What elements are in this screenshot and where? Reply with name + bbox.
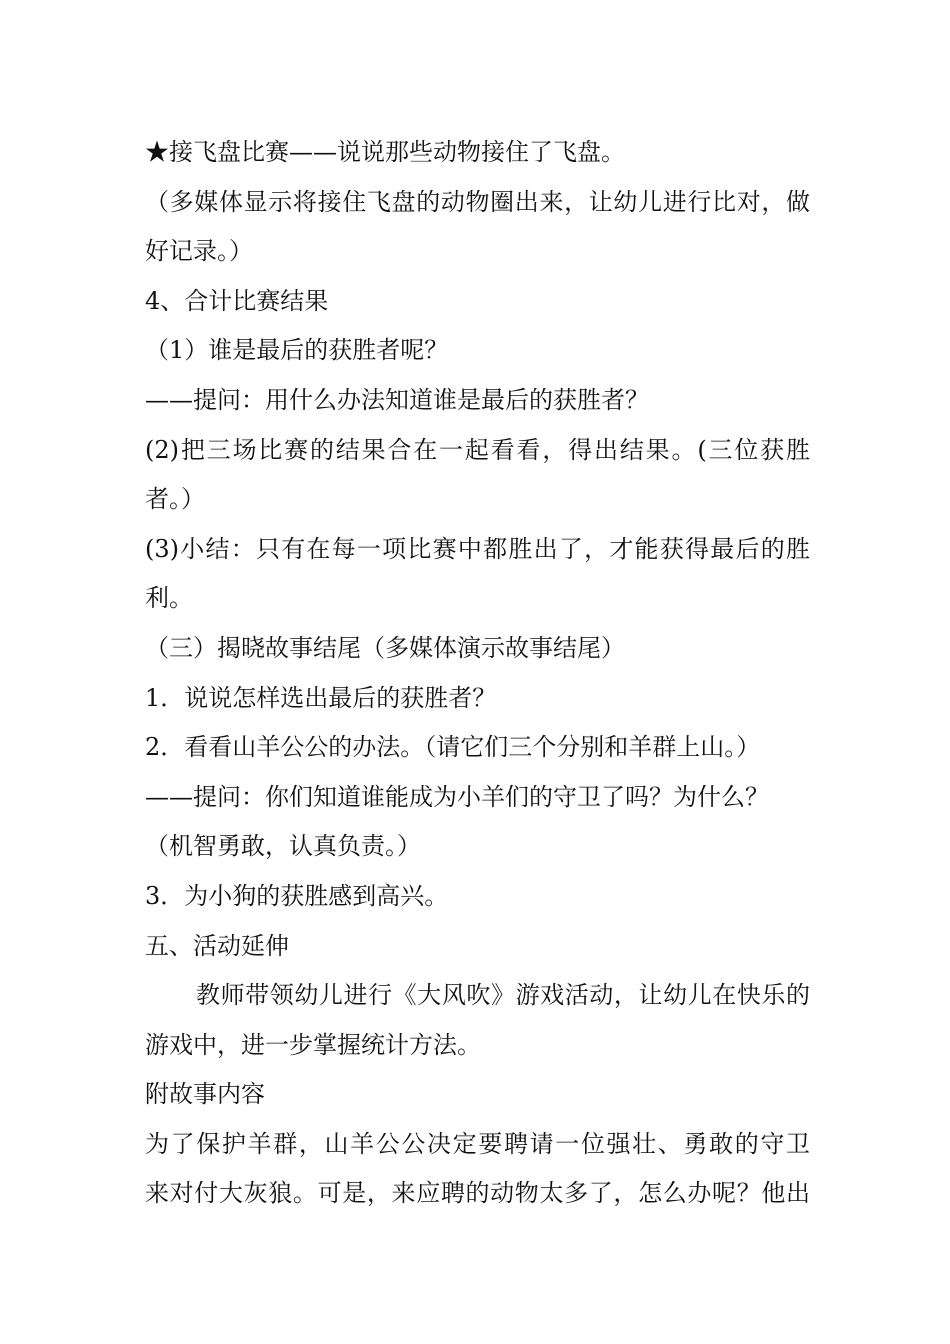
text-line: （机智勇敢，认真负责。） xyxy=(145,832,421,861)
text-line: ——提问：你们知道谁能成为小羊们的守卫了吗？为什么？ xyxy=(145,782,769,811)
section-heading: 五、活动延伸 xyxy=(145,931,289,960)
text-line: (3)小结：只有在每一项比赛中都胜出了，才能获得最后的胜 xyxy=(145,534,810,563)
section-heading: 4、合计比赛结果 xyxy=(145,286,329,315)
text-line: （多媒体显示将接住飞盘的动物圈出来，让幼儿进行比对，做 xyxy=(145,187,810,216)
text-line: (2)把三场比赛的结果合在一起看看，得出结果。(三位获胜 xyxy=(145,435,810,464)
text-line: 为了保护羊群，山羊公公决定要聘请一位强壮、勇敢的守卫 xyxy=(145,1129,810,1158)
text-line: 游戏中，进一步掌握统计方法。 xyxy=(145,1030,481,1059)
section-heading: 附故事内容 xyxy=(145,1080,265,1109)
text-line: 3．为小狗的获胜感到高兴。 xyxy=(145,881,449,910)
text-line: ——提问：用什么办法知道谁是最后的获胜者？ xyxy=(145,385,649,414)
text-line: 好记录。） xyxy=(145,237,253,266)
section-heading: （三）揭晓故事结尾（多媒体演示故事结尾） xyxy=(145,633,625,662)
text-line: 利。 xyxy=(145,584,193,613)
text-line: 2．看看山羊公公的办法。（请它们三个分别和羊群上山。） xyxy=(145,733,761,762)
text-line: 者。） xyxy=(145,485,205,514)
text-line: 教师带领幼儿进行《大风吹》游戏活动，让幼儿在快乐的 xyxy=(196,981,810,1010)
text-line: （1）谁是最后的获胜者呢？ xyxy=(145,336,449,365)
text-line: 来对付大灰狼。可是，来应聘的动物太多了，怎么办呢？他出 xyxy=(145,1179,810,1208)
text-line: 1．说说怎样选出最后的获胜者？ xyxy=(145,683,497,712)
text-line: ★接飞盘比赛——说说那些动物接住了飞盘。 xyxy=(145,138,625,166)
document-body xyxy=(145,128,810,1219)
